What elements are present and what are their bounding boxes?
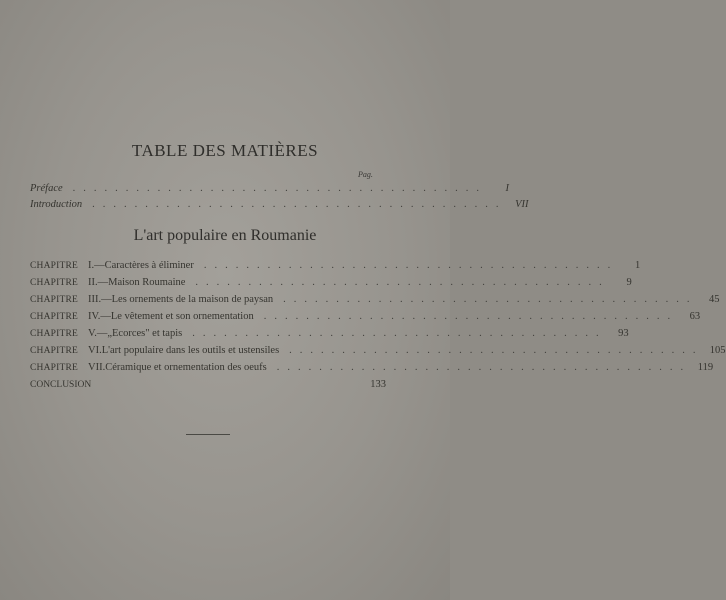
chapter-number: VI. [88,345,102,356]
chapter-number: II. [88,277,98,288]
chapter-number: IV. [88,311,101,322]
chapter-title: —Caractères à éliminer [94,260,194,271]
toc-entry-conclusion [30,379,386,393]
leader-dots: ....................................... [203,260,619,271]
toc-entry-chapter-3 [30,294,720,308]
toc-entry-page: I [505,183,510,194]
decorative-rule [186,434,230,435]
toc-entry-chapter-4 [30,311,701,325]
chapter-title: Céramique et ornementation des oeufs [105,362,267,373]
chapter-title: —„Ecorces" et tapis [96,328,183,339]
toc-entry-introduction [30,199,529,213]
toc-entry-page: 93 [618,328,629,339]
leader-dots: ....................................... [192,328,607,339]
leader-dots: ....................................... [263,311,679,322]
leader-dots: ....................................... [289,345,704,356]
chapter-word: CHAPITRE [30,278,79,288]
chapter-title: —Le vêtement et son ornementation [100,311,254,322]
section-title: L'art populaire en Roumanie [133,227,317,244]
leader-dots: ....................................... [283,294,698,305]
toc-entry-page: 63 [689,311,701,322]
chapter-number: V. [88,328,97,339]
toc-entry-label [30,260,194,271]
chapter-word: CHAPITRE [30,363,79,373]
page-column-header: Pag. [358,170,373,179]
toc-entry-page: VII [515,199,529,210]
toc-entry-label [30,362,267,373]
chapter-word: CHAPITRE [30,312,79,322]
chapter-title: L'art populaire dans les outils et ustensiles [101,345,280,356]
chapter-number: I. [88,260,95,271]
toc-entry-label: Introduction [30,199,83,210]
leader-dots: ....................................... [276,362,692,373]
page-title: TABLE DES MATIÈRES [131,141,319,160]
toc-entry-label [30,345,279,356]
toc-entry-page: 1 [634,260,641,271]
chapter-word: CHAPITRE [30,346,79,356]
chapter-title: —Les ornements de la maison de paysan [101,294,274,305]
toc-entry-page: 133 [370,379,386,390]
toc-entry-preface [30,183,510,197]
chapter-word: CHAPITRE [30,329,79,339]
leader-dots: ....................................... [72,183,488,194]
leader-dots: ....................................... [92,199,507,210]
toc-entry-chapter-7 [30,362,714,376]
toc-entry-page: 105 [709,345,726,356]
toc-entry-page: 119 [697,362,714,373]
toc-entry-label [30,294,273,305]
toc-entry-page: 45 [709,294,720,305]
chapter-number: III. [88,294,102,305]
toc-entry-page: 9 [626,277,632,288]
toc-entry-chapter-1 [30,260,641,274]
toc-entry-chapter-6 [30,345,726,359]
toc-entry-label [30,328,182,339]
toc-entry-chapter-5 [30,328,629,342]
chapter-word: CHAPITRE [30,261,79,271]
toc-entry-chapter-2 [30,277,632,291]
toc-entry-label [30,277,185,288]
chapter-word: CHAPITRE [30,295,79,305]
leader-dots: ....................................... [195,277,610,288]
toc-entry-label [30,311,254,322]
chapter-number: VII. [88,362,106,373]
chapter-title: —Maison Roumaine [97,277,186,288]
toc-entry-label: Préface [30,183,63,194]
toc-entry-label: CONCLUSION [30,380,92,390]
